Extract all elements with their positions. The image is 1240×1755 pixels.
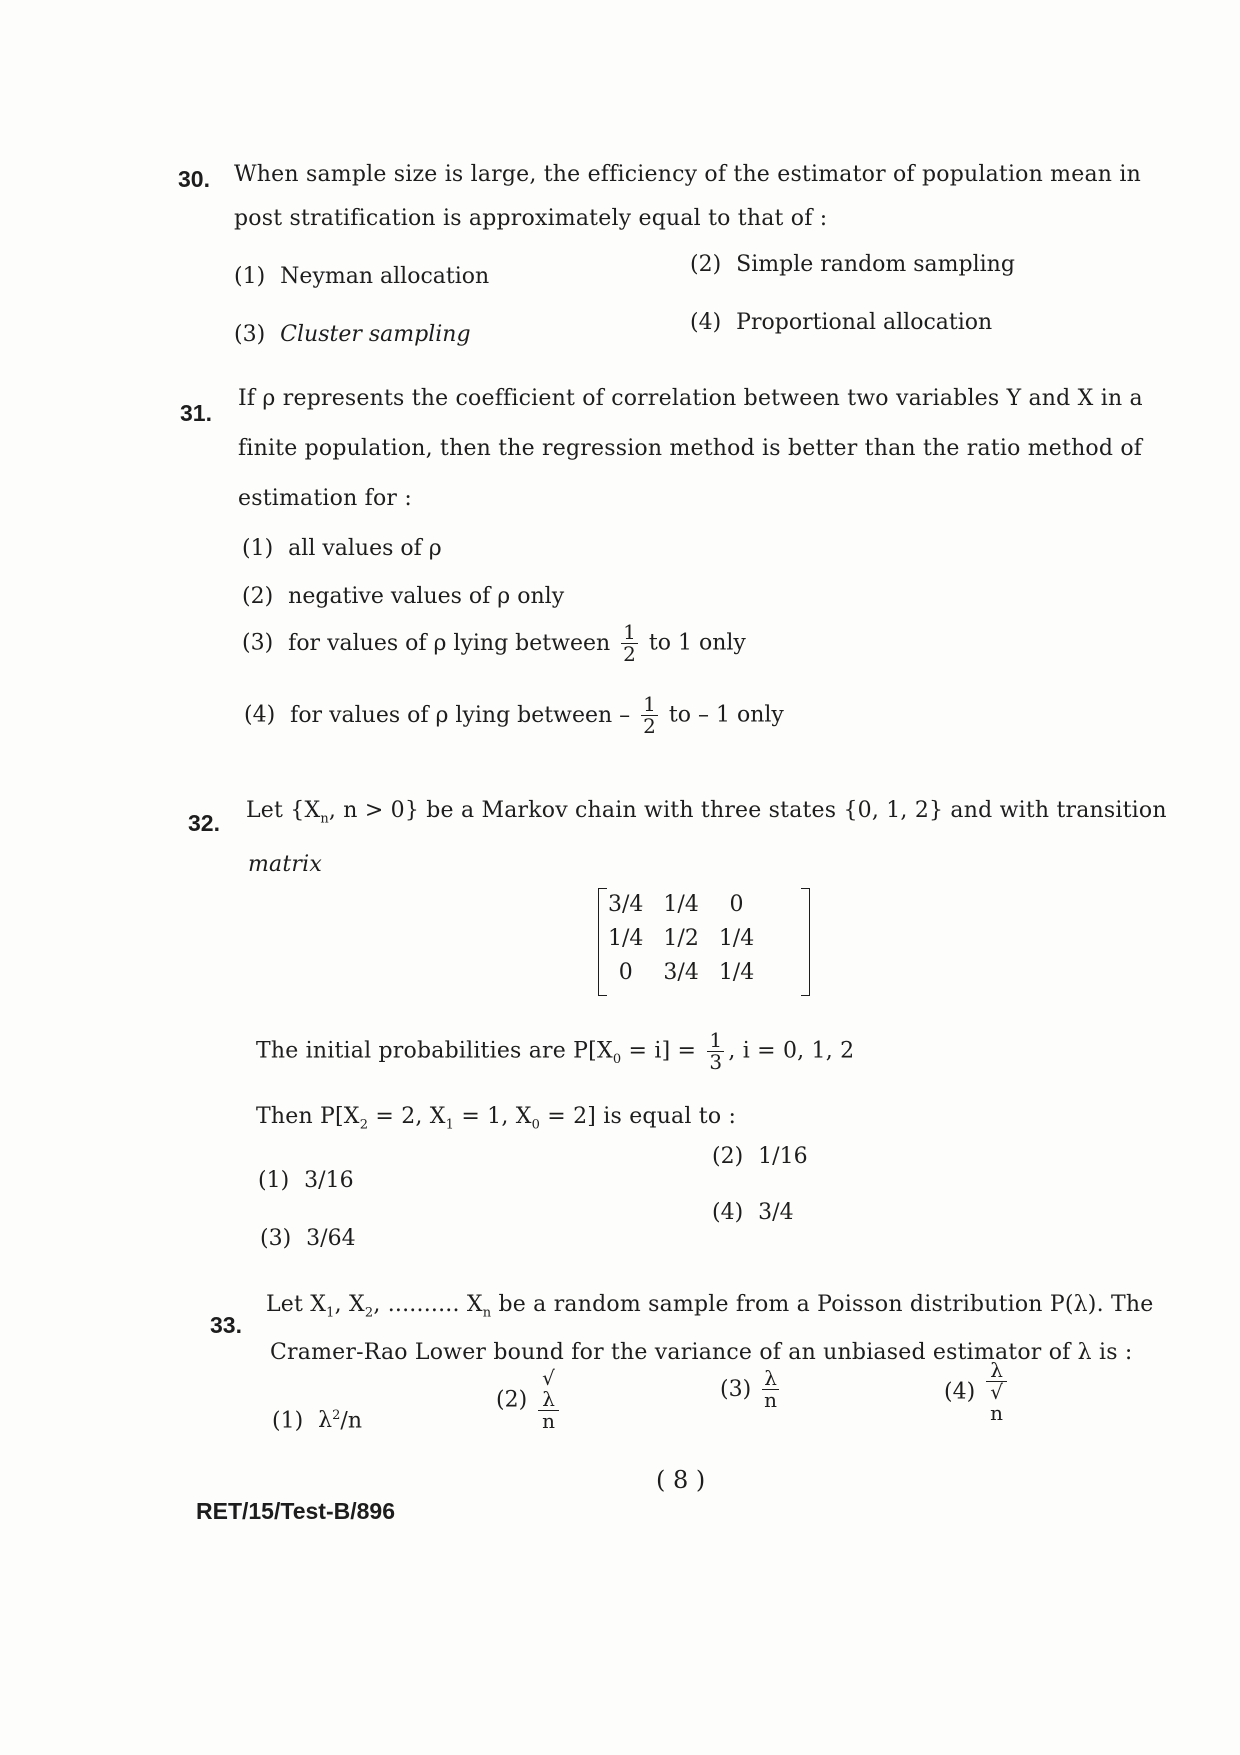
q32-initial-post: , i = 0, 1, 2 [728, 1038, 855, 1064]
q33-option-4 [944, 1360, 1011, 1424]
q31-option-2-text: negative values of ρ only [288, 584, 565, 609]
transition-matrix [598, 888, 810, 996]
q32-option-3-text: 3/64 [306, 1226, 356, 1251]
matrix-cell: 3/4 [608, 892, 644, 917]
q33-text-line1 [266, 1292, 1153, 1320]
q31-option-4-text-pre: for values of ρ lying between – [290, 702, 631, 728]
q31-text-line2: finite population, then the regression method is better than the ratio method of [238, 436, 1143, 461]
q32-option-4-text: 3/4 [758, 1200, 794, 1225]
q31-option-4-fraction [641, 694, 658, 737]
q33-option-2-frac-den: n [542, 1409, 555, 1433]
test-code: RET/15/Test-B/896 [196, 1498, 395, 1524]
q30-option-3-num: (3) [234, 322, 266, 347]
q33-option-4-radicand: n [990, 1401, 1004, 1425]
q31-option-3-num: (3) [242, 630, 274, 656]
q33-option-1 [272, 1408, 362, 1433]
q30-option-4 [690, 310, 992, 335]
q33-option-3 [720, 1368, 783, 1411]
q32-then-line [256, 1104, 736, 1132]
q30-text-line1: When sample size is large, the efficiency of the estimator of population mean in [234, 162, 1141, 187]
q30-option-2-text: Simple random sampling [736, 252, 1015, 277]
q31-option-3-fraction [621, 622, 638, 665]
q33-option-1-sup: 2 [332, 1408, 341, 1423]
q32-then-s1: 2 [359, 1117, 369, 1133]
q31-text-line1: If ρ represents the coefficient of correlation between two variables Y and X in a [238, 386, 1143, 411]
q31-option-4-frac-num: 1 [643, 692, 656, 716]
matrix-cell: 1/4 [718, 926, 755, 951]
q33-option-4-frac-den [986, 1382, 1007, 1424]
q33-line1-c: , .......... X [373, 1292, 483, 1317]
q30-text-line2: post stratification is approximately equal to that of : [234, 206, 828, 231]
q33-line1-s1: 1 [326, 1305, 335, 1321]
matrix-row [598, 888, 764, 922]
matrix-left-bracket [598, 888, 607, 996]
q32-initial-fraction [707, 1030, 724, 1073]
q33-option-2 [496, 1368, 563, 1432]
q30-option-1-text: Neyman allocation [280, 264, 490, 289]
q32-initial-frac-num: 1 [709, 1028, 723, 1052]
q31-option-3 [242, 622, 746, 665]
matrix-cell: 0 [729, 892, 744, 917]
q32-then-c: = 1, X [454, 1104, 532, 1129]
matrix-cell: 1/4 [608, 926, 644, 951]
q31-text-line3: estimation for : [238, 486, 412, 511]
q33-option-1-base: λ [318, 1408, 333, 1434]
matrix-table [598, 888, 764, 990]
q32-option-1-num: (1) [258, 1168, 290, 1193]
q32-line1-a: Let {X [246, 798, 321, 823]
q33-option-2-radicand: λ [542, 1387, 555, 1411]
q33-option-4-fraction [986, 1360, 1007, 1424]
q32-number: 32. [188, 810, 220, 836]
q30-option-1 [234, 264, 489, 289]
q31-option-4 [244, 694, 784, 737]
q32-initial-mid: = i] = [621, 1038, 697, 1064]
q32-initial-pre: The initial probabilities are P[X [256, 1038, 613, 1064]
q30-option-3 [234, 322, 471, 347]
q32-then-s2: 1 [445, 1117, 455, 1133]
q31-option-3-text-pre: for values of ρ lying between [288, 630, 611, 656]
q31-option-3-frac-den: 2 [623, 642, 636, 666]
q33-option-3-frac-den: n [764, 1388, 778, 1412]
q32-text-line1 [246, 798, 1167, 826]
q31-option-1 [242, 536, 442, 561]
q32-then-d: = 2] is equal to : [540, 1104, 737, 1129]
q33-line1-s3: n [482, 1305, 492, 1321]
q33-option-2-sqrt-icon: √ [542, 1366, 555, 1390]
q32-option-4-num: (4) [712, 1200, 744, 1225]
q32-option-2 [712, 1144, 808, 1169]
q33-option-3-num: (3) [720, 1377, 752, 1402]
q31-option-4-frac-den: 2 [643, 714, 656, 738]
q32-then-a: Then P[X [256, 1104, 360, 1129]
matrix-right-bracket [801, 888, 810, 996]
q32-initial-sub: 0 [612, 1051, 622, 1067]
q30-option-3-text: Cluster sampling [280, 322, 471, 347]
q30-number: 30. [178, 166, 210, 192]
q32-text-line2: matrix [248, 852, 322, 877]
q30-option-4-text: Proportional allocation [736, 310, 993, 335]
q31-option-2-num: (2) [242, 584, 274, 609]
q30-option-1-num: (1) [234, 264, 266, 289]
matrix-cell: 0 [618, 960, 633, 985]
matrix-cell: 3/4 [663, 960, 699, 985]
matrix-row [598, 922, 764, 956]
q31-option-1-num: (1) [242, 536, 274, 561]
q31-number: 31. [180, 400, 212, 426]
q33-option-3-fraction [762, 1368, 779, 1411]
q32-line1-sub: n [320, 811, 329, 827]
q33-line1-d: be a random sample from a Poisson distribution P(λ). The [491, 1292, 1154, 1317]
q32-option-4 [712, 1200, 794, 1225]
q32-option-2-num: (2) [712, 1144, 744, 1169]
q33-option-2-num: (2) [496, 1387, 528, 1413]
q33-option-4-num: (4) [944, 1379, 976, 1405]
q33-line1-b: , X [334, 1292, 365, 1317]
q31-option-4-text-post: to – 1 only [668, 702, 784, 728]
q33-option-1-rest: /n [340, 1408, 362, 1434]
q33-option-1-num: (1) [272, 1408, 304, 1434]
q33-text-line2: Cramer-Rao Lower bound for the variance of an unbiased estimator of λ is : [270, 1340, 1133, 1365]
q32-initial-frac-den: 3 [709, 1050, 723, 1074]
matrix-cell: 1/4 [663, 892, 699, 917]
q30-option-2 [690, 252, 1015, 277]
q31-option-1-text: all values of ρ [288, 536, 442, 561]
q31-option-4-num: (4) [244, 702, 276, 728]
matrix-cell: 1/2 [663, 926, 699, 951]
q32-then-b: = 2, X [368, 1104, 446, 1129]
q30-option-2-num: (2) [690, 252, 722, 277]
q31-option-3-text-post: to 1 only [648, 630, 746, 656]
q31-option-3-frac-num: 1 [623, 620, 636, 644]
q32-option-2-text: 1/16 [758, 1144, 808, 1169]
q33-option-4-sqrt-icon: √ [990, 1380, 1003, 1404]
q33-option-4-frac-num: λ [986, 1360, 1007, 1382]
q30-option-4-num: (4) [690, 310, 722, 335]
q32-option-3-num: (3) [260, 1226, 292, 1251]
q32-option-3 [260, 1226, 356, 1251]
q33-option-2-frac-num [538, 1368, 559, 1411]
q32-option-1-text: 3/16 [304, 1168, 354, 1193]
q33-line1-a: Let X [266, 1292, 327, 1317]
matrix-row [598, 956, 764, 990]
q33-line1-s2: 2 [364, 1305, 374, 1321]
q33-option-2-fraction [538, 1368, 559, 1432]
page-number: ( 8 ) [656, 1466, 706, 1494]
matrix-cell: 1/4 [718, 960, 755, 985]
q33-number: 33. [210, 1312, 242, 1338]
q32-line1-rest: , n > 0} be a Markov chain with three states {0, 1, 2} and with transition [328, 798, 1167, 823]
q32-option-1 [258, 1168, 354, 1193]
q31-option-2 [242, 584, 564, 609]
q33-option-3-frac-num: λ [762, 1368, 779, 1390]
q32-then-s3: 0 [531, 1117, 541, 1133]
q32-initial-probabilities [256, 1030, 854, 1073]
